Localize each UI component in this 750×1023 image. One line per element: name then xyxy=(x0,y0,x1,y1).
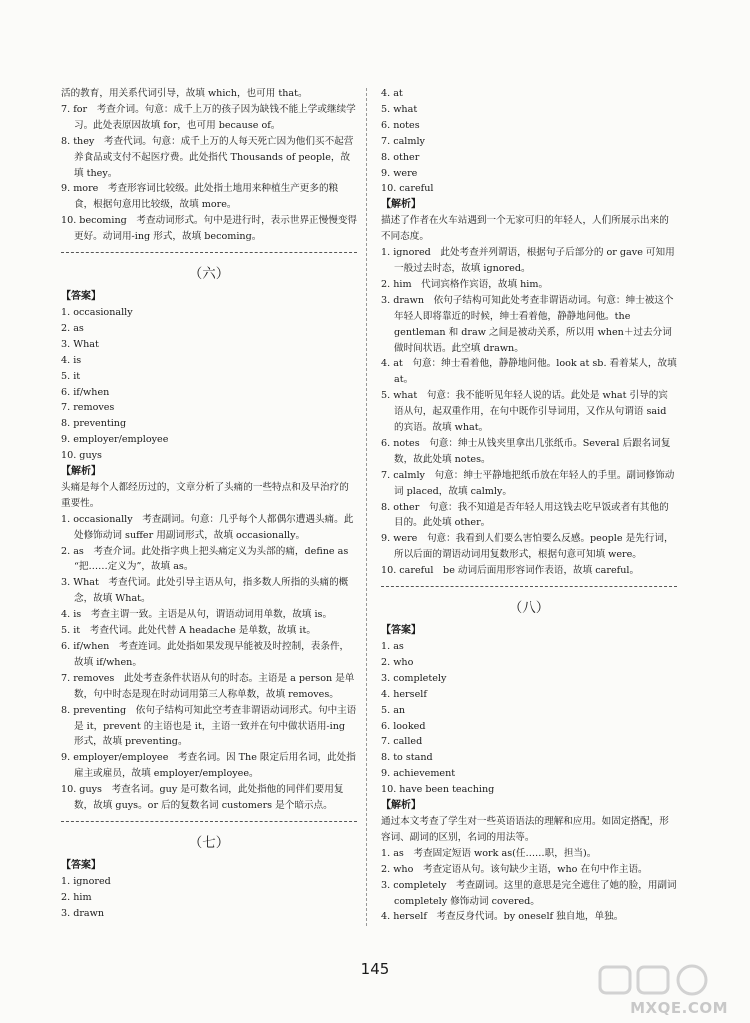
analysis-tag: 【解析】 xyxy=(381,199,421,211)
analysis-tag: 【解析】 xyxy=(381,800,421,812)
answer-item: 8. to stand xyxy=(381,752,433,764)
analysis-item: 3. drawn 依句子结构可知此处考查非谓语动词。句意：绅士被这个年轻人即将靠近的时候，绅士看着他，静静地问他。the gentleman 和 draw 之间是被动关系，所以用 when＋过去分词做时间状语。此空填 drawn。 xyxy=(381,294,674,354)
answer-tag: 【答案】 xyxy=(61,291,101,303)
answer-item: 10. have been teaching xyxy=(381,784,495,796)
answer-item: 2. as xyxy=(61,322,84,334)
section-divider xyxy=(61,821,357,822)
answer-item: 5. it xyxy=(61,370,81,382)
answer-item: 3. completely xyxy=(381,672,447,684)
answer-item: 5. an xyxy=(381,704,406,716)
analysis-item: 4. at 句意：绅士看着他，静静地问他。look at sb. 看着某人，故填 at。 xyxy=(381,358,677,386)
analysis-item: 8. preventing 依句子结构可知此空考查非谓语动词形式。句中主语是 it，prevent 的主语也是 it，主语一致并在句中做状语用-ing 形式，故填 preventing。 xyxy=(61,704,357,748)
answer-item: 7. called xyxy=(381,736,423,748)
answer-item: 1. as xyxy=(381,641,404,652)
answer-item: 6. notes xyxy=(381,119,420,131)
answer-item: 6. looked xyxy=(381,720,426,732)
analysis-item: 10. careful be 动词后面用形容词作表语，故填 careful。 xyxy=(381,565,640,577)
analysis-item: 9. employer/employee 考查名词。因 The 限定后用名词，此处指雇主或雇员，故填 employer/employee。 xyxy=(61,752,356,780)
answer-item: 1. occasionally xyxy=(61,306,133,318)
answer-item: 9. achievement xyxy=(381,768,456,780)
analysis-item: 1. as 考查固定短语 work as(任……职，担当)。 xyxy=(381,847,597,859)
answer-item: 8. preventing xyxy=(61,418,127,430)
answer-item: 9. were xyxy=(381,167,418,179)
summary-text: 通过本文考查了学生对一些英语语法的理解和应用。如固定搭配，形容词、副词的区别，名词的用法等。 xyxy=(381,815,669,843)
answer-item: 4. at xyxy=(381,88,403,99)
answer-item: 5. what xyxy=(381,103,418,115)
analysis-item: 9. more 考查形容词比较级。此处指土地用来种植生产更多的粮食，根据句意用比较级，故填 more。 xyxy=(61,183,339,211)
analysis-item: 3. completely 考查副词。这里的意思是完全遮住了她的脸，用副词 completely 修饰动词 covered。 xyxy=(381,879,677,907)
answer-item: 1. ignored xyxy=(61,875,111,887)
analysis-item: 10. guys 考查名词。guy 是可数名词，此处指他的同伴们要用复数，故填 guys。or 后的复数名词 customers 是个暗示点。 xyxy=(61,784,344,812)
analysis-item: 10. becoming 考查动词形式。句中是进行时，表示世界正慢慢变得更好。动词用-ing 形式，故填 becoming。 xyxy=(61,215,358,243)
answer-item: 8. other xyxy=(381,151,420,163)
analysis-item: 2. him 代词宾格作宾语，故填 him。 xyxy=(381,278,549,290)
column-divider xyxy=(366,88,367,926)
analysis-item: 4. is 考查主谓一致。主语是从句，谓语动词用单数，故填 is。 xyxy=(61,609,333,621)
answer-item: 2. who xyxy=(381,656,414,668)
analysis-item: 5. it 考查代词。此处代替 A headache 是单数，故填 it。 xyxy=(61,625,316,637)
text-line: 活的教育，用关系代词引导，故填 which，也可用 that。 xyxy=(61,88,308,99)
answer-item: 7. removes xyxy=(61,402,115,414)
analysis-item: 3. What 考查代词。此处引导主语从句，指多数人所指的头痛的概念，故填 What。 xyxy=(61,577,349,605)
analysis-item: 1. ignored 此处考查并列谓语，根据句子后部分的 or gave 可知用一般过去时态，故填 ignored。 xyxy=(381,247,675,274)
answer-item: 9. employer/employee xyxy=(61,434,169,446)
summary-text: 头痛是每个人都经历过的，文章分析了头痛的一些特点和及早治疗的重要性。 xyxy=(61,481,349,509)
right-column xyxy=(381,86,677,925)
answer-item: 3. What xyxy=(61,338,99,350)
section-title: （八） xyxy=(508,600,550,617)
answer-item: 4. is xyxy=(61,354,82,366)
answer-item: 10. careful xyxy=(381,183,434,195)
answer-tag: 【答案】 xyxy=(381,625,421,637)
section-divider xyxy=(61,252,357,253)
section-divider xyxy=(381,586,677,587)
summary-text: 描述了作者在火车站遇到一个无家可归的年轻人，人们所展示出来的不同态度。 xyxy=(381,215,669,243)
analysis-item: 5. what 句意：我不能听见年轻人说的话。此处是 what 引导的宾语从句，起双重作用，在句中既作引导词用，又作从句谓语 said 的宾语。故填 what。 xyxy=(381,390,668,434)
section-title: （六） xyxy=(188,266,230,283)
analysis-item: 8. they 考查代词。句意：成千上万的人每天死亡因为他们买不起营养食品或支付不起医疗费。此处指代 Thousands of people，故填 they。 xyxy=(61,135,354,179)
analysis-item: 2. as 考查介词。此处指字典上把头痛定义为头部的痛，define as “把……定义为”，故填 as。 xyxy=(61,545,349,573)
answer-item: 3. drawn xyxy=(61,907,105,919)
answer-tag: 【答案】 xyxy=(61,859,101,871)
analysis-item: 7. calmly 句意：绅士平静地把纸币放在年轻人的手里。副词修饰动词 placed，故填 calmly。 xyxy=(381,469,675,497)
answer-item: 7. calmly xyxy=(381,135,425,147)
analysis-item: 7. removes 此处考查条件状语从句的时态。主语是 a person 是单数，句中时态是现在时动词用第三人称单数，故填 removes。 xyxy=(61,672,355,700)
section-title: （七） xyxy=(188,834,230,851)
watermark-url: MXQE.COM xyxy=(630,999,728,1017)
watermark-logo xyxy=(582,961,732,1019)
analysis-item: 7. for 考查介词。句意：成千上万的孩子因为缺钱不能上学或继续学习。此处表原因故填 for，也可用 because of。 xyxy=(61,103,356,131)
analysis-item: 8. other 句意：我不知道是否年轻人用这钱去吃早饭或者有其他的目的。此处填 other。 xyxy=(381,501,669,529)
analysis-tag: 【解析】 xyxy=(61,466,101,478)
analysis-item: 6. if/when 考查连词。此处指如果发现早能被及时控制，表条件，故填 if/when。 xyxy=(61,641,350,668)
analysis-item: 1. occasionally 考查副词。句意：几乎每个人都偶尔遭遇头痛。此处修饰动词 suffer 用副词形式，故填 occasionally。 xyxy=(61,513,354,541)
analysis-item: 6. notes 句意：绅士从钱夹里拿出几张纸币。Several 后跟名词复数，故此处填 notes。 xyxy=(381,437,671,465)
answer-item: 4. herself xyxy=(381,688,427,700)
answer-item: 10. guys xyxy=(61,450,102,462)
page-number: 145 xyxy=(360,960,390,978)
answer-item: 6. if/when xyxy=(61,386,110,398)
analysis-item: 4. herself 考查反身代词。by oneself 独自地，单独。 xyxy=(381,911,624,923)
left-column xyxy=(61,86,357,922)
answer-item: 2. him xyxy=(61,891,92,903)
analysis-item: 9. were 句意：我看到人们要么害怕要么反感。people 是先行词，所以后面的谓语动词用复数形式，根据句意可知填 were。 xyxy=(381,533,674,561)
analysis-item: 2. who 考查定语从句。该句缺少主语，who 在句中作主语。 xyxy=(381,863,648,875)
